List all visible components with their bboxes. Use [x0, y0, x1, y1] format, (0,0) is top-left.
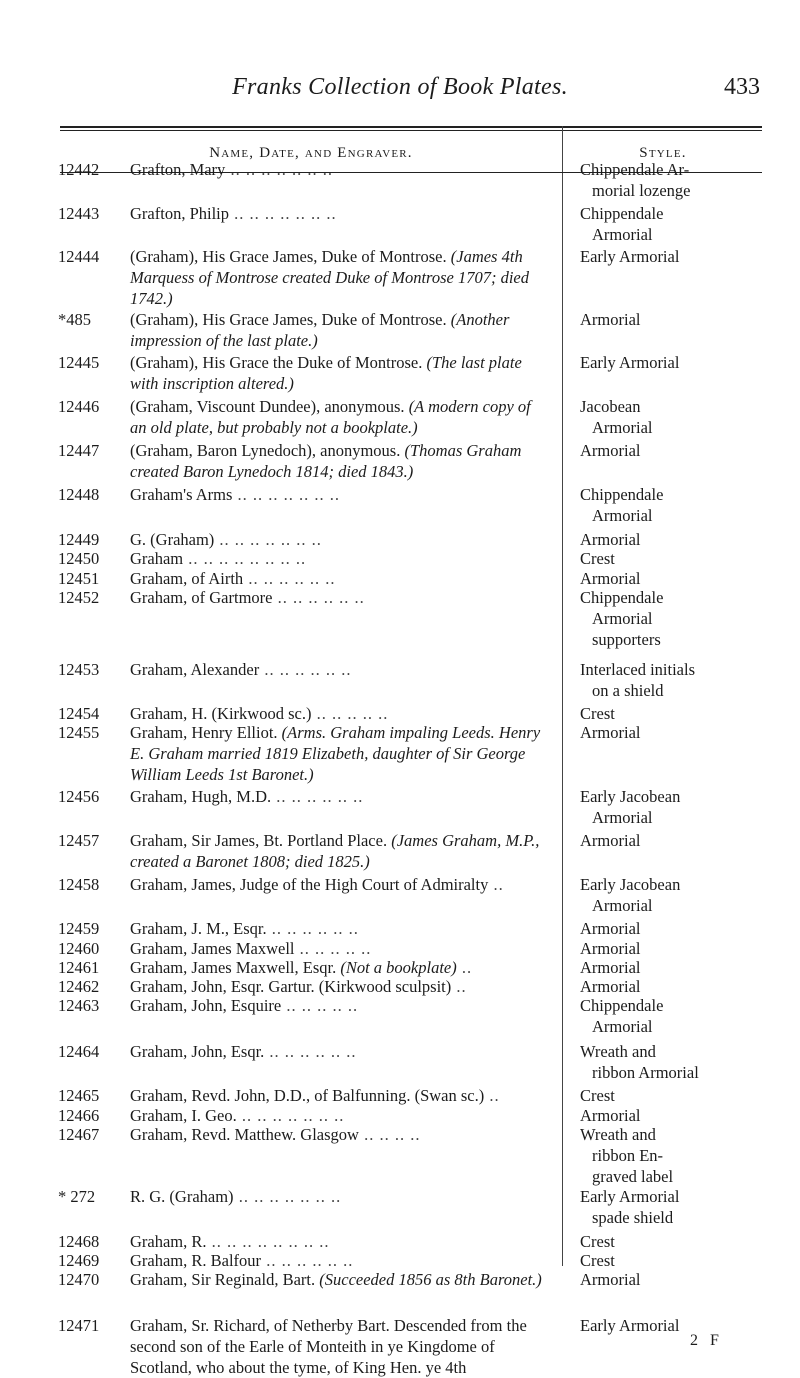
- entry-number: 12456: [58, 787, 100, 806]
- owner-name: G. (Graham): [130, 530, 215, 549]
- entry-style: [580, 203, 790, 245]
- style-line: Armorial: [592, 808, 653, 827]
- style-line: Chippendale: [580, 996, 664, 1015]
- column-divider: [562, 126, 563, 1266]
- entry-number: 12466: [58, 1106, 100, 1125]
- owner-name: Graham, of Gartmore: [130, 588, 273, 607]
- style-line: Chippendale: [580, 204, 664, 223]
- owner-name: (Graham), His Grace the Duke of Montrose.: [130, 353, 423, 372]
- leader-dots: .. .. .. .. .. ..: [266, 919, 359, 938]
- entry-description: [130, 1186, 550, 1207]
- entry-style: [580, 246, 790, 267]
- entry-description: [130, 722, 550, 785]
- column-header-style: Style.: [639, 145, 687, 161]
- entry-number: 12445: [58, 353, 100, 372]
- owner-name: Graham, James Maxwell: [130, 939, 295, 958]
- style-line: Armorial: [592, 506, 653, 525]
- leader-dots: .. .. .. .. .. ..: [271, 787, 364, 806]
- entry-style: [580, 548, 790, 569]
- entry-style: [580, 568, 790, 589]
- style-line: Chippendale: [580, 485, 664, 504]
- entry-number: 12442: [58, 160, 100, 179]
- entry-description: [130, 396, 550, 438]
- entry-style: [580, 159, 790, 201]
- owner-name: Graham, Revd. John, D.D., of Balfunning. (Swan sc.): [130, 1086, 485, 1105]
- owner-name: Graham, John, Esqr. Gartur. (Kirkwood sculpsit): [130, 977, 452, 996]
- entry-note: (Arms. Graham impaling Leeds. Henry E. Graham married 1819 Elizabeth, daughter of Sir George William Leeds 1st Baronet.): [130, 723, 541, 784]
- style-line: Wreath and: [580, 1042, 656, 1061]
- leader-dots: .. .. .. .. .. ..: [261, 1251, 354, 1270]
- style-line: Armorial: [580, 723, 641, 742]
- owner-name: Graham, Revd. Matthew. Glasgow: [130, 1125, 359, 1144]
- owner-name: Graham, Sir James, Bt. Portland Place.: [130, 831, 388, 850]
- entry-description: [130, 957, 550, 978]
- entry-style: [580, 976, 790, 997]
- style-line: Armorial: [592, 225, 653, 244]
- entry-note: (James Graham, M.P., created a Baronet 1808; died 1825.): [130, 831, 540, 871]
- owner-name: Graham: [130, 549, 184, 568]
- entry-number: 12449: [58, 530, 100, 549]
- entry-number: 12461: [58, 958, 100, 977]
- entry-description: [130, 995, 550, 1016]
- entry-description: [130, 1231, 550, 1252]
- entry-note: (Succeeded 1856 as 8th Baronet.): [319, 1270, 542, 1289]
- entry-description: [130, 484, 550, 505]
- owner-name: (Graham), His Grace James, Duke of Montrose.: [130, 310, 447, 329]
- style-line: Armorial: [580, 919, 641, 938]
- entry-style: [580, 1315, 790, 1336]
- style-line: Wreath and: [580, 1125, 656, 1144]
- entry-description: [130, 587, 550, 608]
- leader-dots: .. .. .. .. .. .. .. ..: [183, 549, 307, 568]
- style-line: morial lozenge: [592, 181, 691, 200]
- entry-description: [130, 1250, 550, 1271]
- entry-note: (A modern copy of an old plate, but probably not a bookplate.): [130, 397, 531, 437]
- entry-number: 12446: [58, 397, 100, 416]
- entry-note: (Not a bookplate): [340, 958, 457, 977]
- entry-description: [130, 703, 550, 724]
- entry-number: 12470: [58, 1270, 100, 1289]
- entry-description: [130, 659, 550, 680]
- owner-name: (Graham, Baron Lynedoch), anonymous.: [130, 441, 401, 460]
- entry-description: [130, 568, 550, 589]
- entry-style: [580, 786, 790, 828]
- leader-dots: .. .. .. .. .. .. ..: [233, 1187, 342, 1206]
- owner-name: Graham, John, Esqr.: [130, 1042, 265, 1061]
- entry-description: [130, 203, 550, 224]
- owner-name: Graham, J. M., Esqr.: [130, 919, 267, 938]
- style-line: Armorial: [580, 831, 641, 850]
- style-line: Armorial: [580, 1270, 641, 1289]
- leader-dots: .. .. .. .. ..: [281, 996, 359, 1015]
- style-line: supporters: [592, 630, 661, 649]
- leader-dots: .. .. .. .. .. ..: [264, 1042, 357, 1061]
- entry-description: [130, 309, 550, 351]
- entry-number: * 272: [58, 1187, 96, 1206]
- style-line: Crest: [580, 1086, 615, 1105]
- entry-description: [130, 938, 550, 959]
- header-rule: [60, 126, 762, 128]
- style-line: Armorial: [592, 896, 653, 915]
- leader-dots: .. .. .. .. .. ..: [259, 660, 352, 679]
- style-line: Early Armorial: [580, 247, 680, 266]
- owner-name: (Graham), His Grace James, Duke of Montrose.: [130, 247, 447, 266]
- leader-dots: .. .. .. .. .. ..: [272, 588, 365, 607]
- entry-style: [580, 722, 790, 743]
- entry-style: [580, 1186, 790, 1228]
- owner-name: Graham, Alexander: [130, 660, 260, 679]
- owner-name: Graham, James, Judge of the High Court of Admiralty: [130, 875, 489, 894]
- style-line: Early Armorial: [580, 1316, 680, 1335]
- entry-style: [580, 1085, 790, 1106]
- owner-name: Graham, Sr. Richard, of Netherby Bart. Descended from the second son of the Earle of Monteith in ye Kingdome of Scotland, who about the tyme, of King Hen. ye 4th: [130, 1316, 527, 1377]
- leader-dots: .. .. .. .. .. .. ..: [229, 204, 337, 223]
- entry-number: 12463: [58, 996, 100, 1015]
- owner-name: R. G. (Graham): [130, 1187, 234, 1206]
- entry-description: [130, 918, 550, 939]
- entry-style: [580, 440, 790, 461]
- entry-description: [130, 246, 550, 309]
- entry-number: 12453: [58, 660, 100, 679]
- leader-dots: .. .. .. .. ..: [311, 704, 389, 723]
- style-line: Armorial: [580, 441, 641, 460]
- entry-number: 12467: [58, 1125, 100, 1144]
- entry-number: 12465: [58, 1086, 100, 1105]
- entry-description: [130, 874, 550, 895]
- owner-name: (Graham, Viscount Dundee), anonymous.: [130, 397, 405, 416]
- entry-style: [580, 874, 790, 916]
- entry-number: *485: [58, 310, 91, 329]
- entry-description: [130, 786, 550, 807]
- style-line: Armorial: [580, 569, 641, 588]
- style-line: Crest: [580, 1251, 615, 1270]
- entry-number: 12459: [58, 919, 100, 938]
- running-head: [40, 74, 760, 108]
- leader-dots: .. .. .. .. ..: [294, 939, 372, 958]
- entry-number: 12448: [58, 485, 100, 504]
- entry-description: [130, 1269, 550, 1290]
- leader-dots: .. .. .. .. .. .. ..: [232, 485, 341, 504]
- entry-number: 12457: [58, 831, 100, 850]
- entry-description: [130, 352, 550, 394]
- style-line: Armorial: [580, 530, 641, 549]
- owner-name: Graham, James Maxwell, Esqr.: [130, 958, 337, 977]
- style-line: Early Armorial: [580, 1187, 680, 1206]
- entry-style: [580, 938, 790, 959]
- entry-number: 12464: [58, 1042, 100, 1061]
- entry-style: [580, 396, 790, 438]
- entry-number: 12454: [58, 704, 100, 723]
- style-line: graved label: [592, 1167, 674, 1186]
- entry-number: 12451: [58, 569, 100, 588]
- style-line: Interlaced initials: [580, 660, 695, 679]
- owner-name: Grafton, Philip: [130, 204, 229, 223]
- owner-name: Graham, R. Balfour: [130, 1251, 262, 1270]
- owner-name: Graham's Arms: [130, 485, 233, 504]
- entry-description: [130, 1124, 550, 1145]
- entry-style: [580, 587, 790, 650]
- entry-style: [580, 830, 790, 851]
- leader-dots: ..: [488, 875, 504, 894]
- entry-number: 12452: [58, 588, 100, 607]
- leader-dots: ..: [456, 958, 473, 977]
- leader-dots: .. .. .. .. .. .. ..: [214, 530, 322, 549]
- owner-name: Grafton, Mary: [130, 160, 226, 179]
- owner-name: Graham, R.: [130, 1232, 207, 1251]
- entry-description: [130, 1085, 550, 1106]
- style-line: Armorial: [580, 958, 641, 977]
- entry-number: 12460: [58, 939, 100, 958]
- entry-description: [130, 1105, 550, 1126]
- style-line: Armorial: [592, 609, 653, 628]
- header-rule-thin: [60, 130, 762, 131]
- owner-name: Graham, I. Geo.: [130, 1106, 237, 1125]
- style-line: Chippendale Ar-: [580, 160, 690, 179]
- owner-name: Graham, H. (Kirkwood sc.): [130, 704, 312, 723]
- style-line: Armorial: [580, 939, 641, 958]
- entry-note: (Another impression of the last plate.): [130, 310, 510, 350]
- entry-style: [580, 703, 790, 724]
- style-line: Armorial: [592, 1017, 653, 1036]
- entry-number: 12443: [58, 204, 100, 223]
- entry-style: [580, 918, 790, 939]
- leader-dots: ..: [484, 1086, 500, 1105]
- entry-style: [580, 1269, 790, 1290]
- entry-style: [580, 1041, 790, 1083]
- style-line: on a shield: [592, 681, 664, 700]
- column-header-name: Name, Date, and Engraver.: [209, 145, 413, 161]
- entry-number: 12471: [58, 1316, 100, 1335]
- running-title: Franks Collection of Book Plates.: [232, 74, 568, 100]
- leader-dots: .. .. .. .. .. .. .. ..: [206, 1232, 330, 1251]
- leader-dots: .. .. .. .. .. .. ..: [236, 1106, 345, 1125]
- entry-description: [130, 1315, 550, 1378]
- leader-dots: ..: [451, 977, 467, 996]
- style-line: Early Jacobean: [580, 875, 681, 894]
- style-line: Early Armorial: [580, 353, 680, 372]
- leader-dots: .. .. .. .. .. .. ..: [225, 160, 333, 179]
- style-line: Jacobean: [580, 397, 641, 416]
- entry-description: [130, 159, 550, 180]
- style-line: spade shield: [592, 1208, 674, 1227]
- entry-description: [130, 529, 550, 550]
- entry-style: [580, 352, 790, 373]
- entry-description: [130, 1041, 550, 1062]
- style-line: Armorial: [580, 977, 641, 996]
- entry-number: 12469: [58, 1251, 100, 1270]
- entry-number: 12468: [58, 1232, 100, 1251]
- owner-name: Graham, Sir Reginald, Bart.: [130, 1270, 316, 1289]
- entry-description: [130, 440, 550, 482]
- entry-style: [580, 659, 790, 701]
- entry-number: 12455: [58, 723, 100, 742]
- style-line: Armorial: [580, 310, 641, 329]
- entry-style: [580, 995, 790, 1037]
- owner-name: Graham, Hugh, M.D.: [130, 787, 272, 806]
- entry-style: [580, 1124, 790, 1187]
- entry-style: [580, 1250, 790, 1271]
- leader-dots: .. .. .. ..: [358, 1125, 421, 1144]
- entry-description: [130, 830, 550, 872]
- page-number: 433: [724, 74, 760, 100]
- entry-number: 12444: [58, 247, 100, 266]
- style-line: Chippendale: [580, 588, 664, 607]
- owner-name: Graham, of Airth: [130, 569, 244, 588]
- style-line: Early Jacobean: [580, 787, 681, 806]
- entry-number: 12458: [58, 875, 100, 894]
- entry-style: [580, 1105, 790, 1126]
- entry-description: [130, 976, 550, 997]
- owner-name: Graham, John, Esquire: [130, 996, 282, 1015]
- style-line: Crest: [580, 549, 615, 568]
- entry-description: [130, 548, 550, 569]
- style-line: Crest: [580, 1232, 615, 1251]
- entry-number: 12450: [58, 549, 100, 568]
- entry-style: [580, 309, 790, 330]
- entry-style: [580, 484, 790, 526]
- signature-mark: 2 F: [690, 1332, 723, 1349]
- style-line: Armorial: [592, 418, 653, 437]
- leader-dots: .. .. .. .. .. ..: [243, 569, 336, 588]
- owner-name: Graham, Henry Elliot.: [130, 723, 278, 742]
- entry-note: (Thomas Graham created Baron Lynedoch 1814; died 1843.): [130, 441, 522, 481]
- style-line: Armorial: [580, 1106, 641, 1125]
- entry-style: [580, 529, 790, 550]
- style-line: Crest: [580, 704, 615, 723]
- style-line: ribbon Armorial: [592, 1063, 699, 1082]
- entry-note: (The last plate with inscription altered.): [130, 353, 522, 393]
- entry-number: 12462: [58, 977, 100, 996]
- style-line: ribbon En-: [592, 1146, 664, 1165]
- entry-note: (James 4th Marquess of Montrose created Duke of Montrose 1707; died 1742.): [130, 247, 529, 308]
- entry-number: 12447: [58, 441, 100, 460]
- entry-style: [580, 1231, 790, 1252]
- entry-style: [580, 957, 790, 978]
